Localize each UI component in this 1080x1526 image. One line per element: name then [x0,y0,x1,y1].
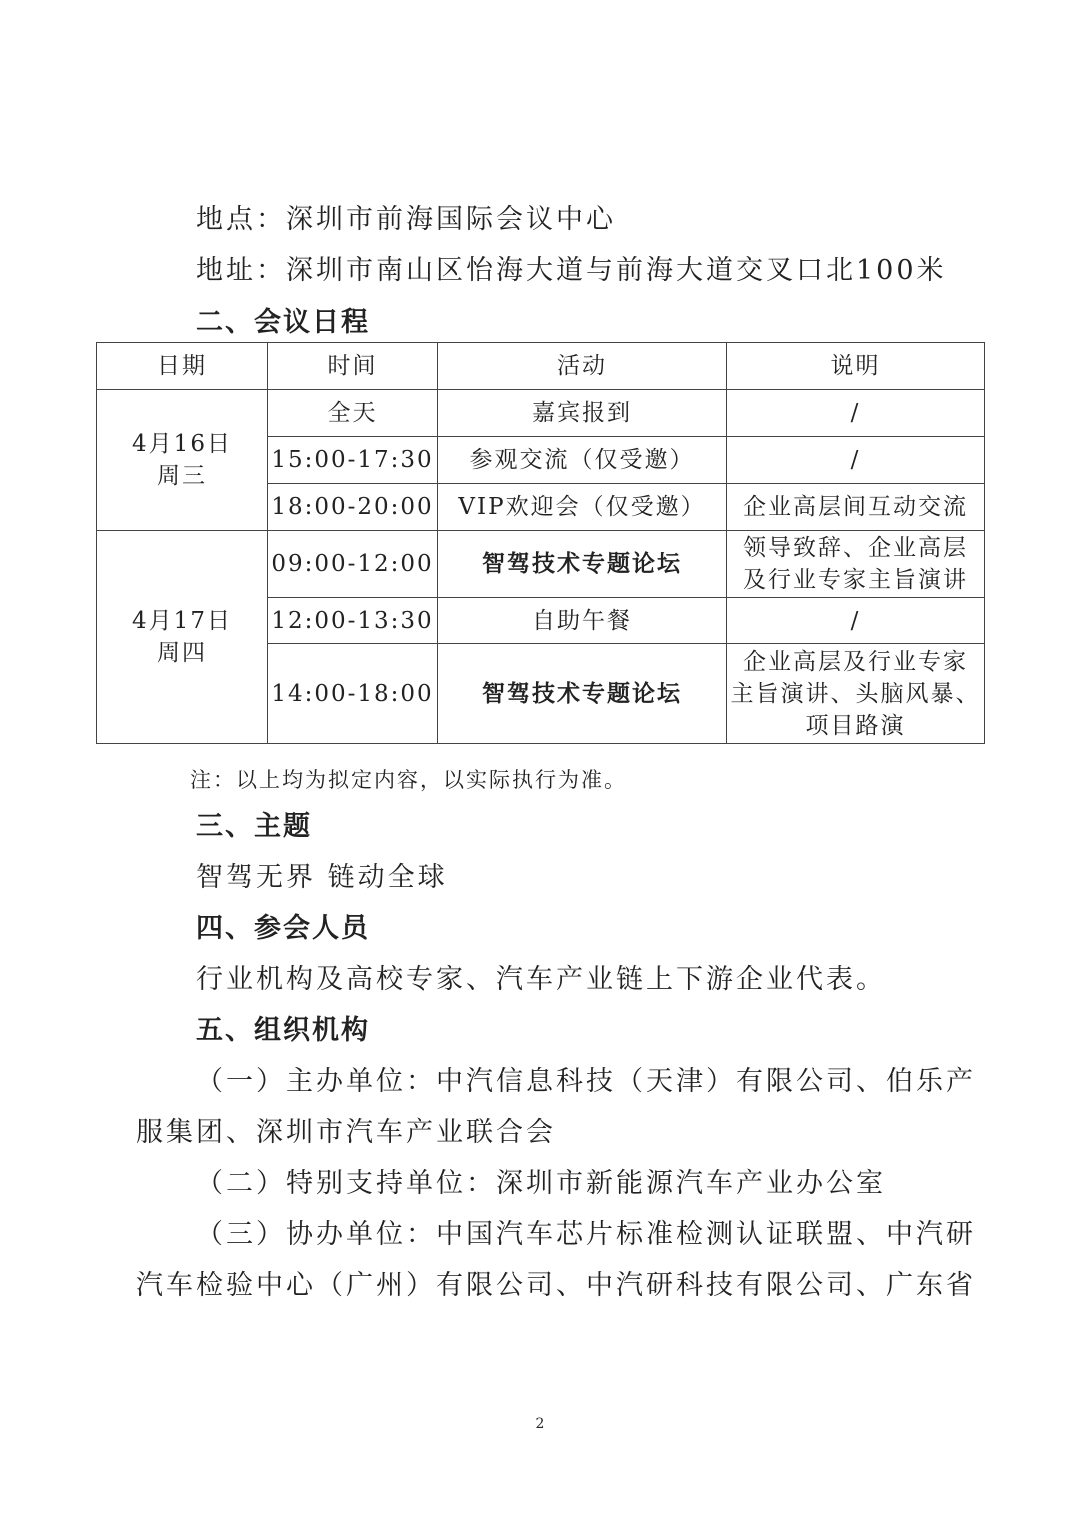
header-description: 说明 [727,343,985,390]
date-day2-line2: 周四 [157,640,207,666]
date-day2-line1: 4月17日 [132,608,232,634]
theme-content: 智驾无界 链动全球 [196,862,448,893]
description-cell: 企业高层间互动交流 [727,484,985,531]
venue-address: 地址：深圳市南山区怡海大道与前海大道交叉口北100米 [196,255,947,286]
table-header-row [97,343,985,390]
attendees-content: 行业机构及高校专家、汽车产业链上下游企业代表。 [196,964,886,995]
special-support-unit: （二）特别支持单位：深圳市新能源汽车产业办公室 [196,1168,886,1199]
description-cell: / [727,437,985,484]
activity-cell: 嘉宾报到 [438,390,727,437]
section-heading-theme: 三、主题 [196,811,312,842]
time-cell: 全天 [268,390,438,437]
section-heading-organizers: 五、组织机构 [196,1015,370,1046]
header-time: 时间 [268,343,438,390]
description-line: 企业高层及行业专家 [743,648,968,675]
header-date: 日期 [97,343,268,390]
time-cell: 15:00-17:30 [268,437,438,484]
co-host-units-line2: 汽车检验中心（广州）有限公司、中汽研科技有限公司、广东省 [136,1270,976,1301]
time-cell: 09:00-12:00 [268,531,438,598]
description-cell: / [727,598,985,644]
description-line: 领导致辞、企业高层 [743,535,968,561]
table-row [97,531,985,598]
description-cell [727,644,985,744]
section-heading-attendees: 四、参会人员 [196,913,370,944]
co-host-units-line1: （三）协办单位：中国汽车芯片标准检测认证联盟、中汽研 [196,1219,976,1250]
activity-cell: 参观交流（仅受邀） [438,437,727,484]
page-number: 2 [535,1416,545,1432]
date-day1-line2: 周三 [157,463,207,489]
time-cell: 18:00-20:00 [268,484,438,531]
header-activity: 活动 [438,343,727,390]
description-line: 项目路演 [805,712,906,739]
date-day1-line1: 4月16日 [132,431,232,457]
table-row [97,390,985,437]
schedule-table [96,342,985,744]
description-line: 主旨演讲、头脑风暴、 [730,680,981,707]
description-cell [727,531,985,598]
schedule-note: 注：以上均为拟定内容，以实际执行为准。 [190,768,627,792]
host-units-line1: （一）主办单位：中汽信息科技（天津）有限公司、伯乐产 [196,1066,976,1097]
activity-cell: 智驾技术专题论坛 [438,531,727,598]
time-cell: 14:00-18:00 [268,644,438,744]
activity-cell: 自助午餐 [438,598,727,644]
venue-location: 地点：深圳市前海国际会议中心 [196,204,616,235]
activity-cell: 智驾技术专题论坛 [438,644,727,744]
date-cell-day2 [97,531,268,744]
description-cell: / [727,390,985,437]
host-units-line2: 服集团、深圳市汽车产业联合会 [136,1117,556,1148]
section-heading-schedule: 二、会议日程 [196,307,370,338]
activity-cell: VIP欢迎会（仅受邀） [438,484,727,531]
time-cell: 12:00-13:30 [268,598,438,644]
date-cell-day1 [97,390,268,531]
description-line: 及行业专家主旨演讲 [743,567,968,593]
